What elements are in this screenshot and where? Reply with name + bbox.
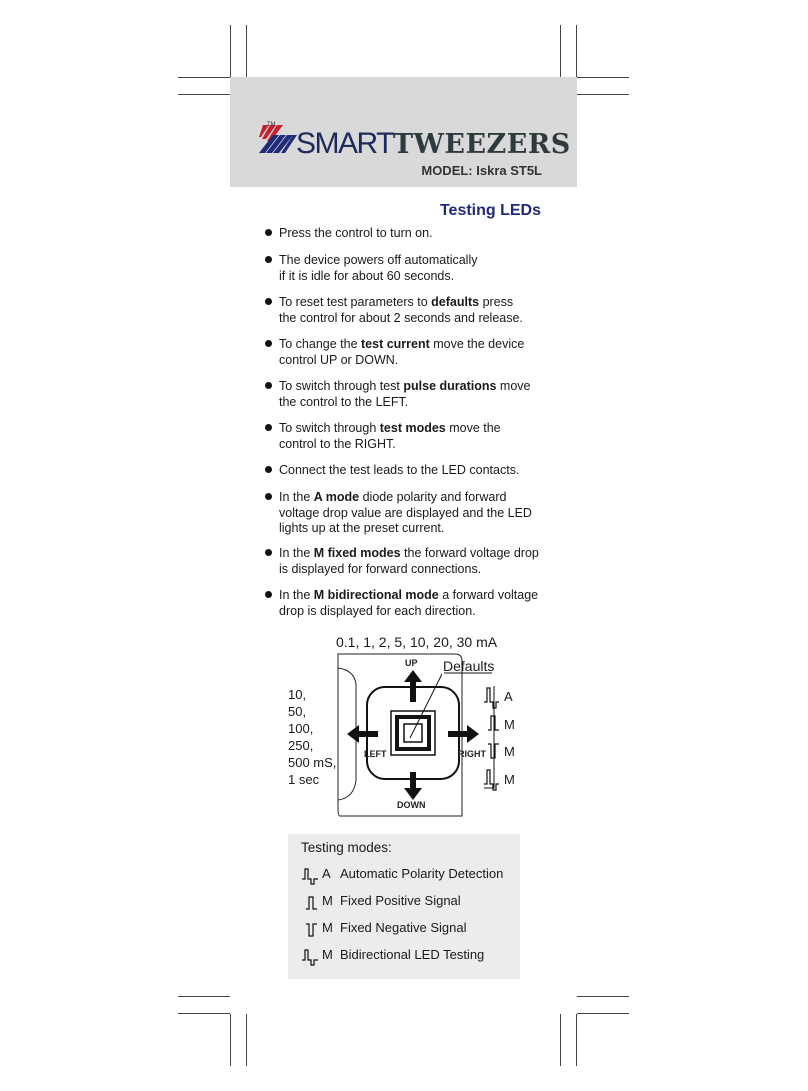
instruction-text: move the (445, 421, 501, 435)
crop-mark (577, 996, 629, 997)
mode-row (288, 893, 520, 913)
crop-mark (178, 1013, 230, 1014)
bullet-icon (265, 229, 272, 236)
instruction-text: move the device (429, 337, 525, 351)
mode-letter: M (504, 772, 515, 787)
mode-letter: M (322, 893, 333, 908)
negative-pulse-icon (305, 922, 323, 940)
mode-letter: M (322, 947, 333, 962)
instruction-text: drop is displayed for each direction. (279, 603, 476, 618)
crop-mark (577, 94, 629, 95)
instruction-item (262, 490, 552, 537)
mode-letter: M (504, 744, 515, 759)
instruction-text: the control for about 2 seconds and release. (279, 310, 523, 325)
bullet-icon (265, 466, 272, 473)
mode-letter: M (504, 717, 515, 732)
crop-mark (560, 1014, 561, 1066)
instruction-text: The device powers off automatically (279, 253, 478, 267)
instruction-text: if it is idle for about 60 seconds. (279, 268, 455, 283)
instruction-text: is displayed for forward connections. (279, 561, 482, 576)
instruction-text: move (496, 379, 531, 393)
crop-mark (577, 77, 629, 78)
brand-tweezers: TWEEZERS (392, 129, 571, 160)
instruction-text: In the (279, 490, 314, 504)
instruction-item (262, 463, 552, 479)
instruction-text: Press the control to turn on. (279, 226, 433, 240)
instruction-text: diode polarity and forward (359, 490, 507, 504)
instruction-item (262, 379, 552, 410)
testing-modes-legend (288, 834, 520, 979)
instruction-item (262, 226, 552, 242)
defaults-label: Defaults (443, 658, 495, 674)
mode-description: Automatic Polarity Detection (340, 866, 504, 881)
positive-pulse-icon (305, 895, 323, 913)
crop-mark (560, 25, 561, 77)
left-label: LEFT (364, 749, 387, 759)
duration-value: 50, (288, 704, 307, 719)
duration-value: 1 sec (288, 772, 320, 787)
instruction-text: In the (279, 588, 314, 602)
bullet-icon (265, 298, 272, 305)
bullet-icon (265, 340, 272, 347)
instruction-keyword: test current (361, 337, 430, 351)
right-label: RIGHT (458, 749, 486, 759)
instruction-keyword: test modes (379, 421, 446, 435)
control-diagram (280, 630, 540, 820)
crop-mark (178, 996, 230, 997)
instruction-item (262, 546, 552, 577)
bullet-icon (265, 424, 272, 431)
mode-row (288, 866, 520, 886)
crop-mark (178, 77, 230, 78)
bullet-icon (265, 493, 272, 500)
header-banner (230, 77, 577, 187)
down-label: DOWN (397, 800, 426, 810)
instruction-item (262, 421, 552, 452)
crop-mark (577, 1013, 629, 1014)
instruction-text: To reset test parameters to (279, 295, 432, 309)
instruction-text: To switch through (279, 421, 380, 435)
instruction-text: press (479, 295, 514, 309)
brand-name (296, 127, 571, 162)
testing-modes-title: Testing modes: (301, 840, 392, 855)
crop-mark (230, 1014, 231, 1066)
smart-tweezers-logo-icon (259, 121, 297, 157)
crop-mark (246, 25, 247, 77)
mode-description: Fixed Negative Signal (340, 920, 467, 935)
bullet-icon (265, 549, 272, 556)
current-values: 0.1, 1, 2, 5, 10, 20, 30 mA (336, 634, 498, 650)
section-title: Testing LEDs (439, 202, 541, 219)
instruction-text: voltage drop value are displayed and the LED (279, 505, 532, 520)
mode-letter: A (322, 866, 331, 881)
mode-description: Fixed Positive Signal (340, 893, 461, 908)
instruction-keyword: M bidirectional mode (313, 588, 439, 602)
instruction-text: Connect the test leads to the LED contacts. (279, 463, 520, 477)
instruction-keyword: A mode (313, 490, 360, 504)
bullet-icon (265, 256, 272, 263)
mode-row (288, 920, 520, 940)
instruction-keyword: pulse durations (403, 379, 497, 393)
mode-description: Bidirectional LED Testing (340, 947, 485, 962)
bullet-icon (265, 591, 272, 598)
instruction-text: In the (279, 546, 314, 560)
instruction-keyword: defaults (431, 295, 480, 309)
instruction-text: To switch through test (279, 379, 404, 393)
crop-mark (178, 94, 230, 95)
bipolar-pulse-icon (301, 868, 319, 886)
duration-value: 500 mS, (288, 755, 337, 770)
duration-value: 250, (288, 738, 314, 753)
mode-letter: A (504, 689, 513, 704)
duration-value: 10, (288, 687, 307, 702)
brand-smart: SMART (296, 127, 393, 160)
bipolar-pulse-icon (301, 949, 319, 967)
instruction-item (262, 337, 552, 368)
instruction-text: the forward voltage drop (400, 546, 539, 560)
instruction-text: a forward voltage (438, 588, 539, 602)
bipolar-pulse-icon (484, 770, 499, 790)
trademark-mark: TM (267, 122, 276, 128)
instruction-keyword: M fixed modes (313, 546, 401, 560)
instruction-item (262, 588, 552, 619)
crop-mark (246, 1014, 247, 1066)
instruction-item (262, 295, 552, 326)
instruction-text: To change the (279, 337, 362, 351)
mode-row (288, 947, 520, 967)
crop-mark (576, 1014, 577, 1066)
bullet-icon (265, 382, 272, 389)
crop-mark (576, 25, 577, 77)
instruction-text: control to the RIGHT. (279, 436, 396, 451)
duration-value: 100, (288, 721, 314, 736)
instruction-text: the control to the LEFT. (279, 394, 409, 409)
instruction-text: lights up at the preset current. (279, 521, 445, 535)
crop-mark (230, 25, 231, 77)
instruction-item (262, 253, 552, 284)
bipolar-pulse-icon (484, 688, 499, 708)
mode-letter: M (322, 920, 333, 935)
instruction-text: control UP or DOWN. (279, 352, 399, 367)
model-label: MODEL: Iskra ST5L (421, 163, 542, 178)
up-label: UP (405, 658, 418, 668)
